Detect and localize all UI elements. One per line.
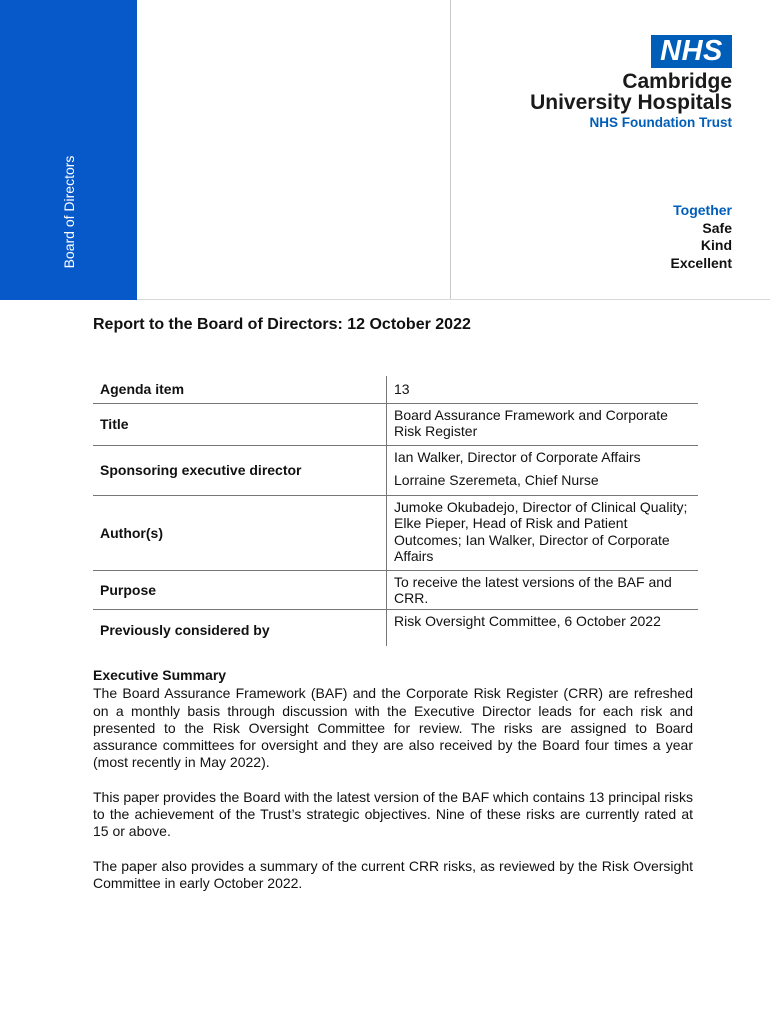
value-line: 13 xyxy=(394,381,410,397)
row-value xyxy=(387,403,699,445)
executive-summary xyxy=(93,667,693,909)
row-label: Author(s) xyxy=(93,495,387,570)
table-row xyxy=(93,495,698,570)
row-label: Purpose xyxy=(93,570,387,609)
row-value xyxy=(387,609,699,646)
row-value xyxy=(387,445,699,495)
value-kind: Kind xyxy=(700,237,732,253)
value-line: Lorraine Szeremeta, Chief Nurse xyxy=(394,472,599,488)
sidebar-label: Board of Directors xyxy=(61,155,77,269)
summary-paragraph: The paper also provides a summary of the current CRR risks, as reviewed by the Risk Oversight Committee in early October 2022. xyxy=(93,857,693,891)
table-row xyxy=(93,609,698,646)
report-title: Report to the Board of Directors: 12 October 2022 xyxy=(93,316,471,333)
row-value xyxy=(387,570,699,609)
value-line: Risk Oversight Committee, 6 October 2022 xyxy=(394,612,661,629)
org-name-line-1: Cambridge xyxy=(622,70,732,93)
row-value xyxy=(387,376,699,403)
row-label: Sponsoring executive director xyxy=(93,445,387,495)
value-excellent: Excellent xyxy=(670,254,732,271)
table-row xyxy=(93,376,698,403)
row-label: Agenda item xyxy=(100,381,185,398)
table-row xyxy=(93,445,698,495)
row-label: Previously considered by xyxy=(93,609,387,646)
table-row xyxy=(93,403,698,445)
summary-paragraph: The Board Assurance Framework (BAF) and the Corporate Risk Register (CRR) are refreshed on a monthly basis through discussion with the Executive Director leads for each risk and presented to the Risk Oversight Committee for review. The risks are assigned to Board assurance committees for oversight and they are also received by the Board four times a year (most recently in May 2022). xyxy=(93,685,693,771)
value-together: Together xyxy=(673,202,732,218)
value-line: Board Assurance Framework and Corporate Risk Register xyxy=(394,406,668,439)
header-rule xyxy=(137,299,770,300)
org-name-line-2: University Hospitals xyxy=(530,91,732,114)
value-line: Ian Walker, Director of Corporate Affairs xyxy=(394,448,641,465)
summary-paragraph: This paper provides the Board with the latest version of the BAF which contains 13 principal risks to the achievement of the Trust’s strategic objectives. Nine of these risks are currently rated at 15 or above. xyxy=(93,788,693,840)
executive-summary-heading: Executive Summary xyxy=(93,667,227,683)
row-value xyxy=(387,495,699,570)
org-subtitle: NHS Foundation Trust xyxy=(589,115,732,130)
table-row xyxy=(93,570,698,609)
value-line: Jumoke Okubadejo, Director of Clinical Quality; Elke Pieper, Head of Risk and Patient Outcomes; Ian Walker, Director of Corporate Affairs xyxy=(394,498,688,564)
trust-values xyxy=(671,202,732,272)
value-safe: Safe xyxy=(702,219,732,236)
organisation-name xyxy=(530,71,732,130)
agenda-table xyxy=(93,376,698,646)
nhs-logo: NHS xyxy=(651,35,732,68)
value-line: To receive the latest versions of the BAF and CRR. xyxy=(394,573,672,606)
header-divider xyxy=(450,0,451,300)
row-label: Title xyxy=(93,403,387,445)
